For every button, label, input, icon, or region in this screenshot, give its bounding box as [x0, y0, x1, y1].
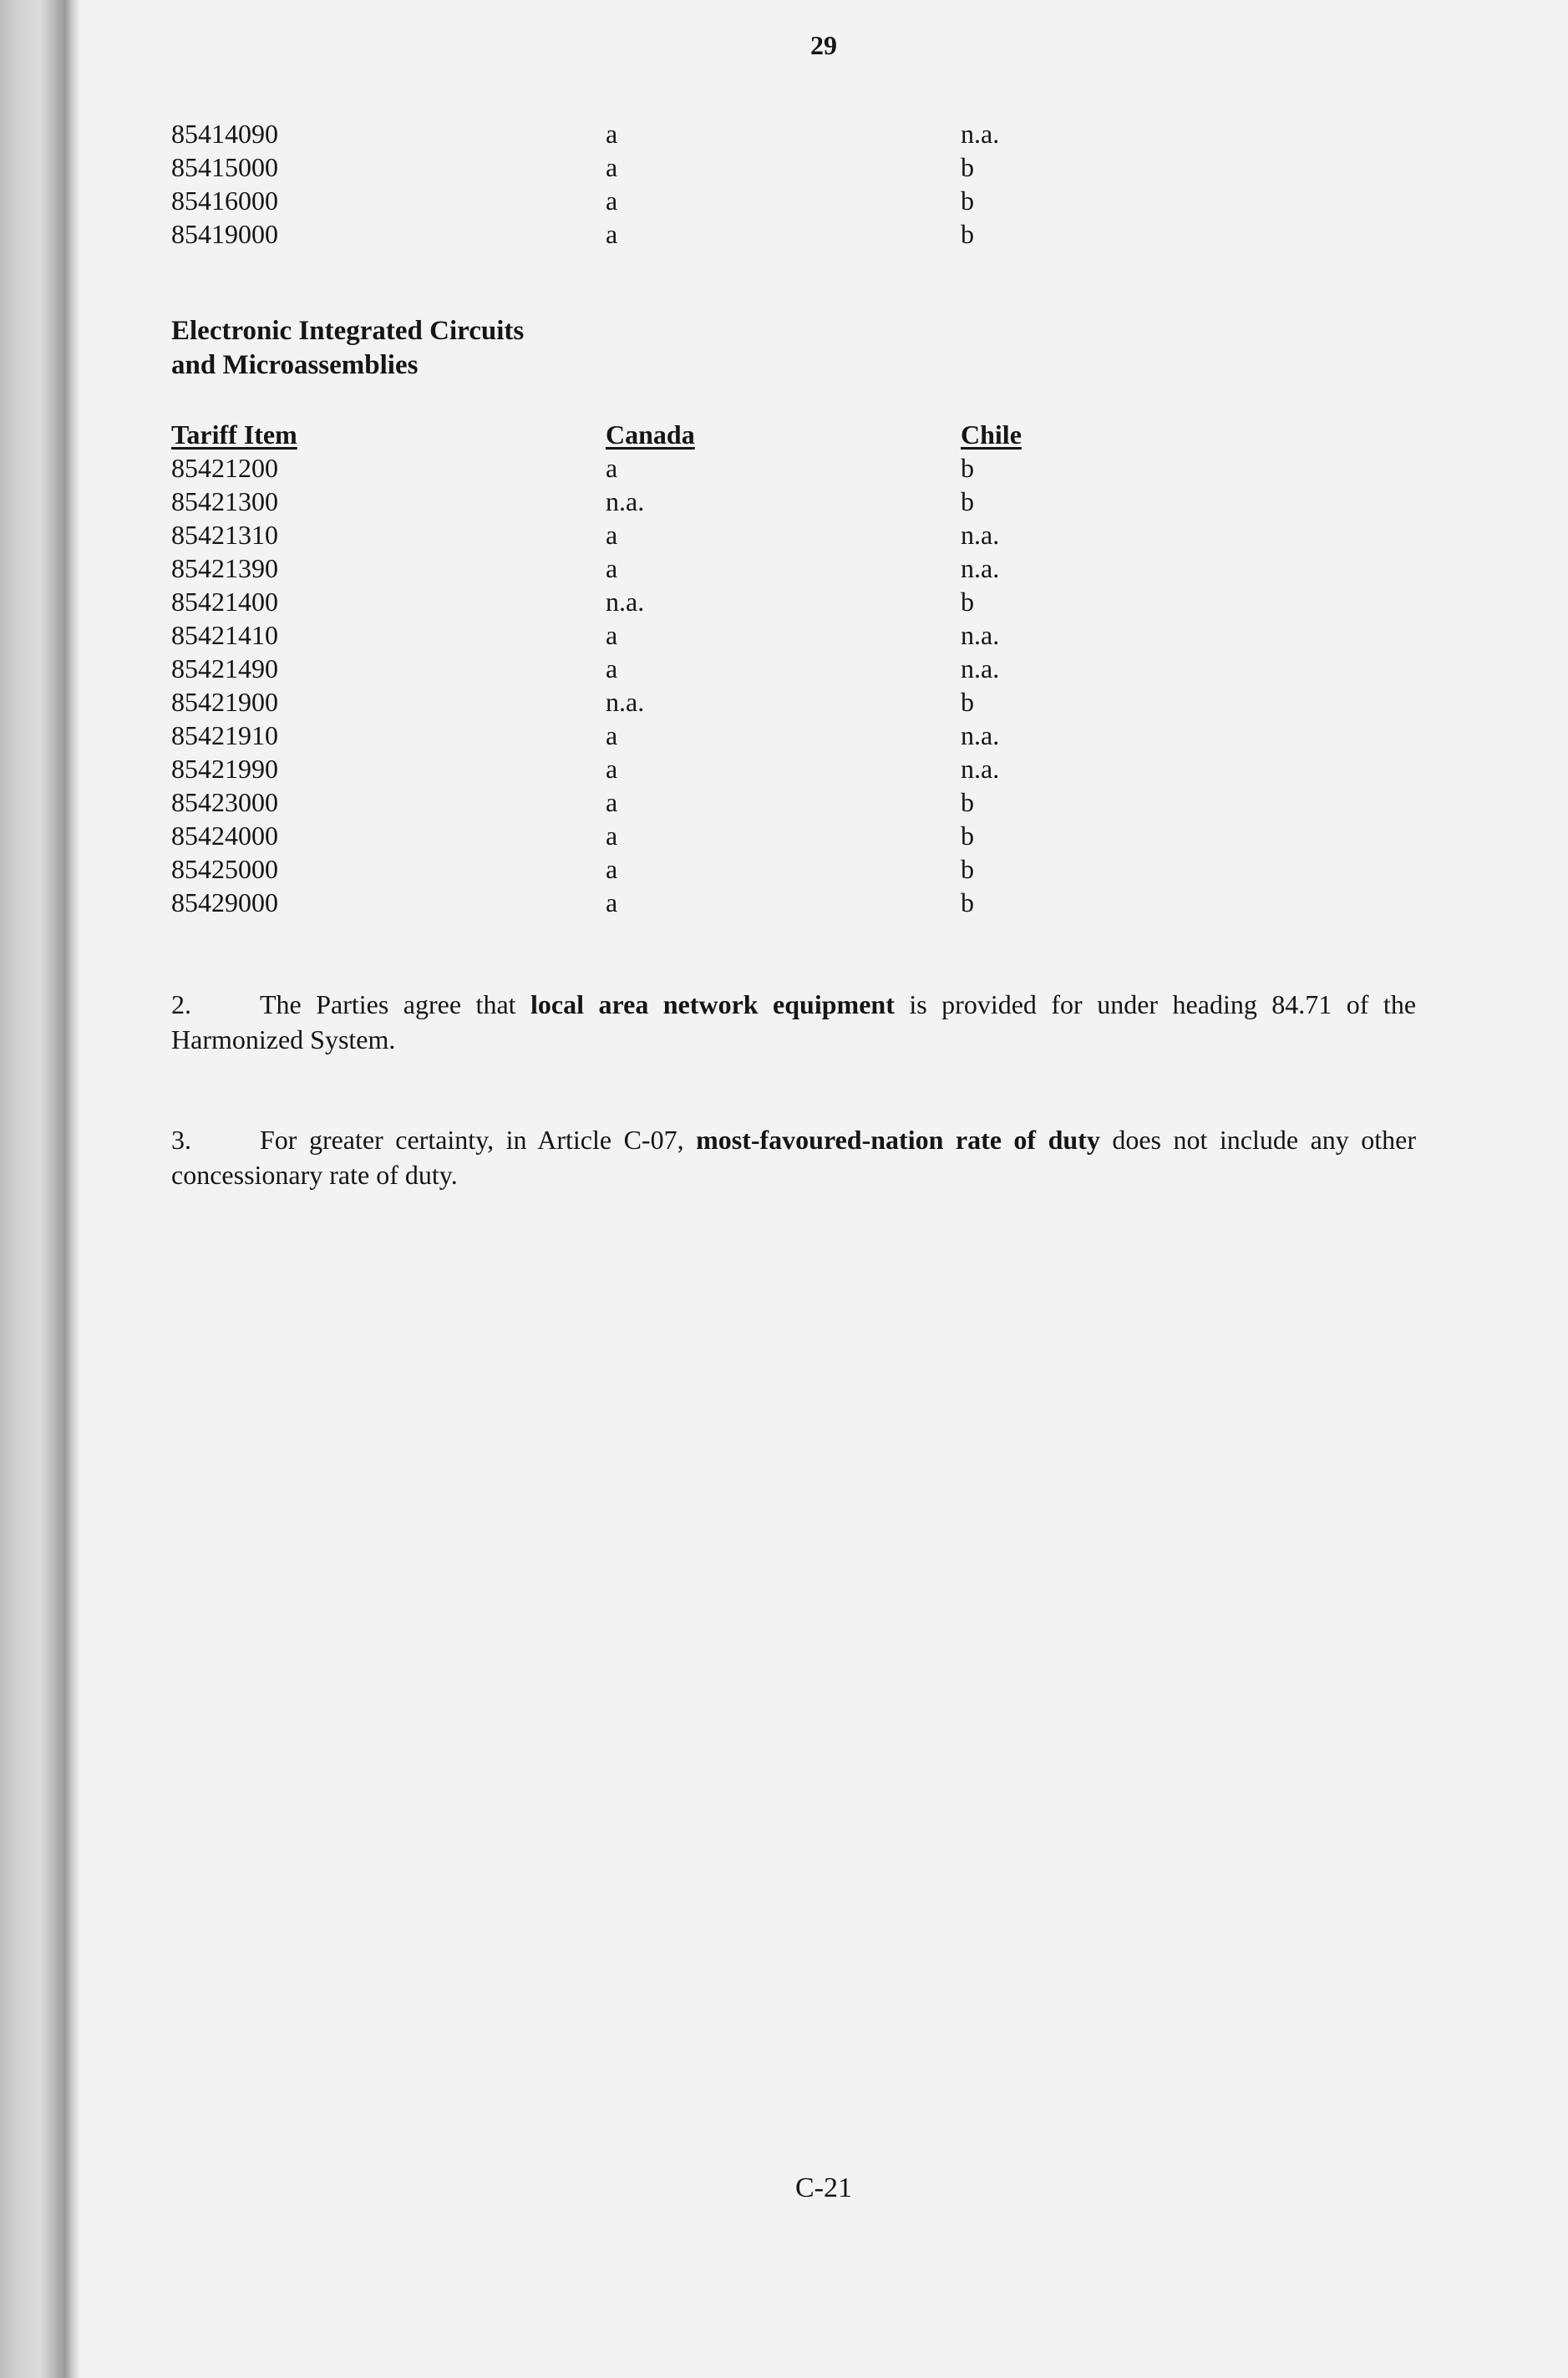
- chile-cell: b: [961, 587, 974, 617]
- tariff-item-cell: 85421300: [171, 486, 278, 516]
- paragraph-text: does not include any other concessionary rate of duty.: [171, 1125, 1417, 1190]
- tariff-item-cell: 85421310: [171, 520, 278, 550]
- canada-cell: a: [606, 185, 618, 216]
- column-header-chile: Chile: [961, 419, 1022, 450]
- tariff-item-cell: 85419000: [171, 219, 278, 249]
- canada-cell: a: [606, 754, 618, 784]
- paragraph-number: 2.: [171, 989, 191, 1019]
- chile-cell: b: [961, 185, 974, 216]
- chile-cell: n.a.: [961, 520, 1000, 550]
- canada-cell: n.a.: [606, 486, 645, 516]
- canada-cell: a: [606, 219, 618, 249]
- canada-cell: a: [606, 620, 618, 650]
- canada-cell: a: [606, 887, 618, 917]
- chile-cell: b: [961, 854, 974, 884]
- tariff-item-cell: 85421390: [171, 553, 278, 583]
- table-row: [171, 217, 1090, 251]
- chile-cell: b: [961, 486, 974, 516]
- table-row: [171, 551, 1090, 585]
- chile-cell: b: [961, 821, 974, 851]
- section-heading-line-2: and Microassemblies: [171, 350, 419, 380]
- table-header-row: [171, 418, 1090, 451]
- canada-cell: n.a.: [606, 587, 645, 617]
- column-header-tariff-item: Tariff Item: [171, 419, 297, 450]
- table-row: [171, 852, 1090, 886]
- paragraph-text: The Parties agree that: [260, 989, 531, 1019]
- column-header-canada: Canada: [606, 419, 695, 450]
- table-row: [171, 451, 1090, 485]
- canada-cell: n.a.: [606, 687, 645, 717]
- page-number: 29: [810, 30, 837, 60]
- tariff-item-cell: 85424000: [171, 821, 278, 851]
- canada-cell: a: [606, 653, 618, 683]
- paragraph-3: [171, 1122, 1416, 1192]
- canada-cell: a: [606, 821, 618, 851]
- table-row: [171, 618, 1090, 652]
- tariff-item-cell: 85421400: [171, 587, 278, 617]
- paragraph-number: 3.: [171, 1125, 191, 1155]
- canada-cell: a: [606, 720, 618, 750]
- chile-cell: n.a.: [961, 119, 1000, 149]
- table-row: [171, 184, 1090, 217]
- chile-cell: n.a.: [961, 720, 1000, 750]
- annex-page-label: C-21: [795, 2172, 852, 2203]
- canada-cell: a: [606, 854, 618, 884]
- table-row: [171, 585, 1090, 618]
- chile-cell: b: [961, 219, 974, 249]
- tariff-item-cell: 85421410: [171, 620, 278, 650]
- book-binding-shadow: [0, 0, 79, 2378]
- table-row: [171, 117, 1090, 150]
- canada-cell: a: [606, 520, 618, 550]
- paragraph-2: [171, 987, 1416, 1057]
- tariff-item-cell: 85414090: [171, 119, 278, 149]
- defined-term: most-favoured-nation rate of duty: [696, 1125, 1100, 1155]
- table-row: [171, 719, 1090, 752]
- chile-cell: n.a.: [961, 653, 1000, 683]
- canada-cell: a: [606, 453, 618, 483]
- paragraph-text: is provided for under heading 84.71 of the Harmonized System.: [171, 989, 1417, 1054]
- chile-cell: b: [961, 453, 974, 483]
- canada-cell: a: [606, 152, 618, 182]
- tariff-item-cell: 85425000: [171, 854, 278, 884]
- tariff-item-cell: 85429000: [171, 887, 278, 917]
- tariff-item-cell: 85421900: [171, 687, 278, 717]
- table-row: [171, 518, 1090, 551]
- paragraph-text: For greater certainty, in Article C-07,: [260, 1125, 697, 1155]
- tariff-item-cell: 85421910: [171, 720, 278, 750]
- chile-cell: n.a.: [961, 620, 1000, 650]
- table-row: [171, 652, 1090, 685]
- canada-cell: a: [606, 787, 618, 817]
- tariff-item-cell: 85421990: [171, 754, 278, 784]
- document-page: [79, 0, 1568, 2378]
- table-row: [171, 685, 1090, 719]
- chile-cell: b: [961, 887, 974, 917]
- table-row: [171, 485, 1090, 518]
- table-row: [171, 819, 1090, 852]
- table-row: [171, 886, 1090, 919]
- chile-cell: b: [961, 787, 974, 817]
- table-row: [171, 752, 1090, 785]
- chile-cell: n.a.: [961, 553, 1000, 583]
- section-heading: [171, 314, 524, 383]
- canada-cell: a: [606, 553, 618, 583]
- tariff-item-cell: 85421490: [171, 653, 278, 683]
- tariff-item-cell: 85421200: [171, 453, 278, 483]
- table-row: [171, 785, 1090, 819]
- chile-cell: b: [961, 687, 974, 717]
- canada-cell: a: [606, 119, 618, 149]
- chile-cell: b: [961, 152, 974, 182]
- chile-cell: n.a.: [961, 754, 1000, 784]
- tariff-item-cell: 85415000: [171, 152, 278, 182]
- defined-term: local area network equipment: [530, 989, 895, 1019]
- tariff-item-cell: 85423000: [171, 787, 278, 817]
- tariff-item-cell: 85416000: [171, 185, 278, 216]
- table-row: [171, 150, 1090, 184]
- section-heading-line-1: Electronic Integrated Circuits: [171, 316, 525, 346]
